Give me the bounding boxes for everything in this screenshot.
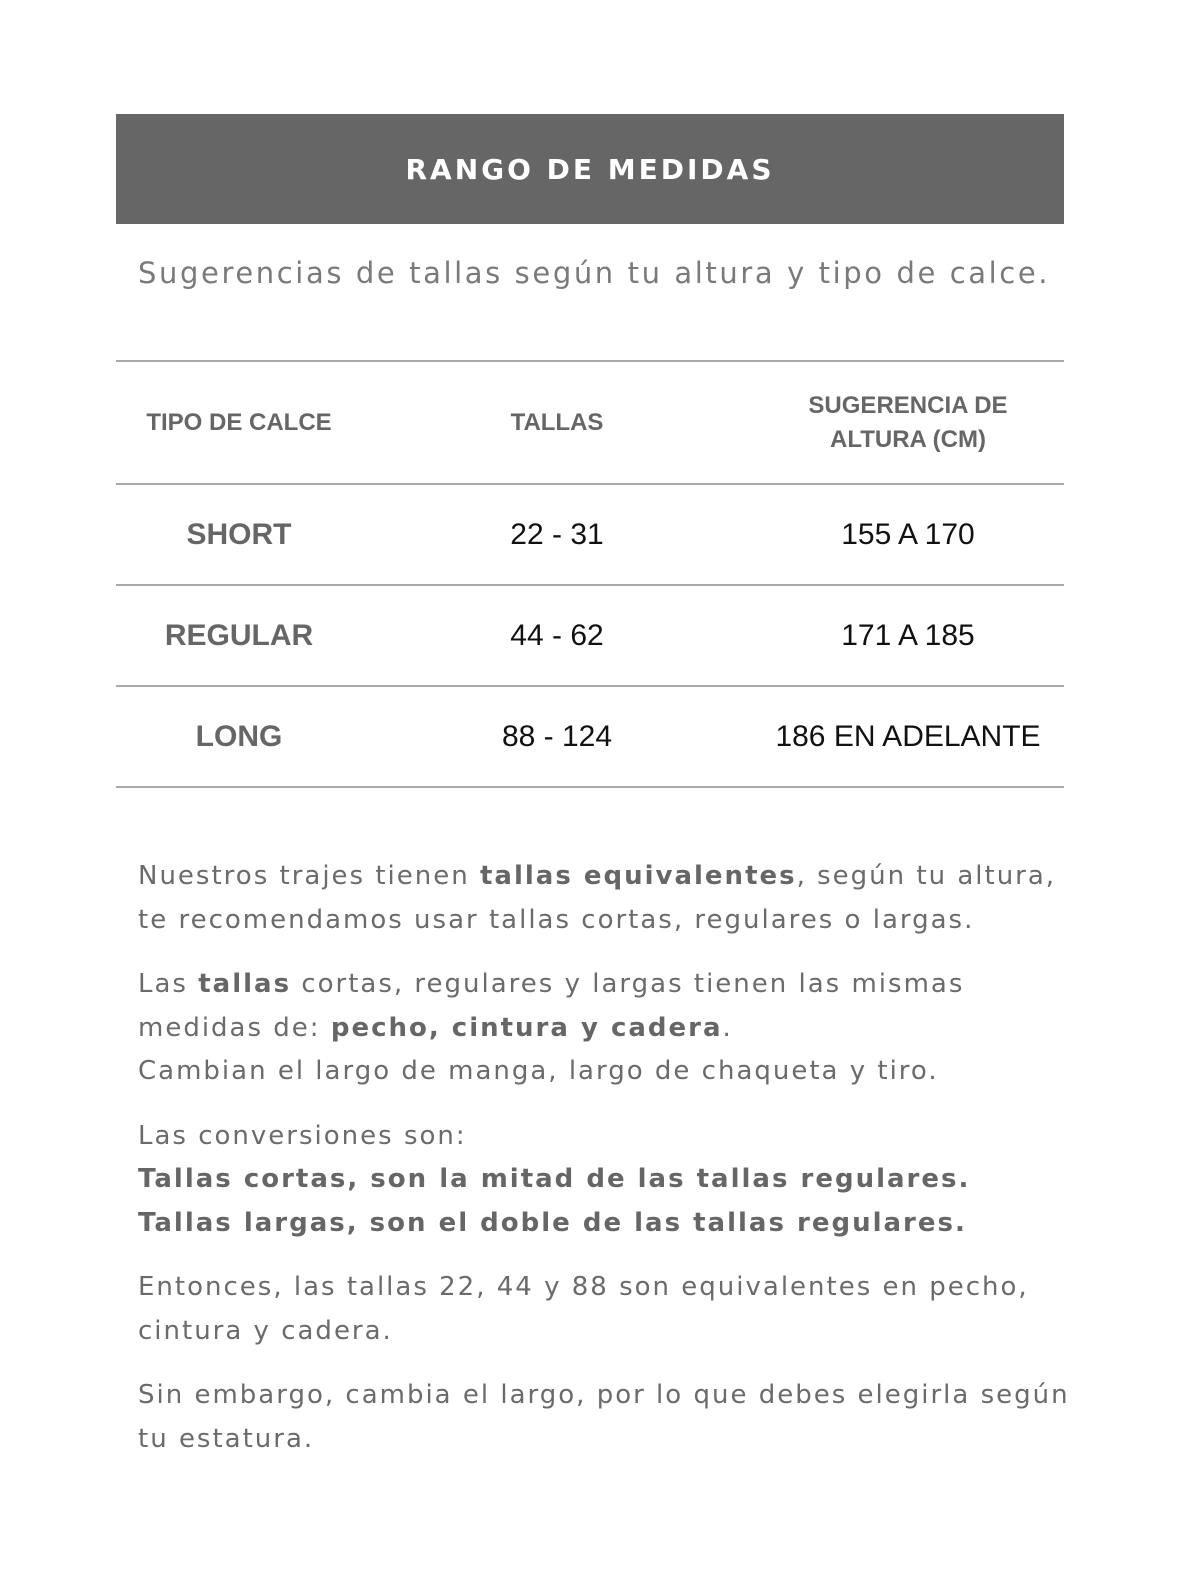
table-row xyxy=(116,484,1064,585)
text-span: Entonces, las tallas 22, 44 y 88 son equivalentes en pecho, xyxy=(138,1272,1029,1302)
table-row xyxy=(116,585,1064,686)
size-range-table xyxy=(116,360,1064,788)
paragraph-equivalent-sizes xyxy=(138,855,1078,942)
table-header-row xyxy=(116,361,1064,484)
text-span: , según tu altura, xyxy=(796,861,1057,891)
column-header-height-line2: ALTURA (CM) xyxy=(830,425,986,453)
text-span: Cambian el largo de manga, largo de chaqueta y tiro. xyxy=(138,1056,939,1086)
column-header-height-line1: SUGERENCIA DE xyxy=(808,391,1008,419)
height-cell: 186 EN ADELANTE xyxy=(775,719,1041,753)
text-span: cortas, regulares y largas tienen las mismas xyxy=(291,969,965,999)
text-span: cintura y cadera. xyxy=(138,1315,393,1346)
text-span: . xyxy=(722,1012,733,1043)
bold-text: tallas equivalentes xyxy=(479,861,797,891)
text-span: Las conversiones son: xyxy=(138,1120,467,1151)
bold-text: pecho, cintura y cadera xyxy=(330,1012,723,1043)
text-span: medidas de: xyxy=(138,1012,331,1043)
text-span: tu estatura. xyxy=(138,1423,315,1454)
paragraph-equivalence-example xyxy=(138,1266,1078,1353)
subtitle: Sugerencias de tallas según tu altura y tipo de calce. xyxy=(138,256,1051,290)
sizes-cell: 22 - 31 xyxy=(510,517,604,551)
sizes-cell: 88 - 124 xyxy=(501,719,613,753)
text-span: Nuestros trajes tienen xyxy=(138,861,480,891)
bold-text: Tallas cortas, son la mitad de las tallas regulares. xyxy=(138,1164,971,1194)
column-header-height xyxy=(752,361,1064,484)
paragraph-conversions xyxy=(138,1115,1078,1246)
sizes-cell: 44 - 62 xyxy=(510,618,604,652)
text-span: Sin embargo, cambia el largo, por lo que debes elegirla según xyxy=(138,1380,1070,1410)
bold-text: tallas xyxy=(198,969,292,999)
height-cell: 155 A 170 xyxy=(841,517,975,551)
explanation-text xyxy=(138,855,1078,1482)
bold-text: Tallas largas, son el doble de las tallas regulares. xyxy=(138,1207,967,1238)
column-header-sizes: TALLAS xyxy=(510,408,604,436)
text-span: te recomendamos usar tallas cortas, regulares o largas. xyxy=(138,904,975,935)
header-bar xyxy=(116,114,1064,224)
page-title: RANGO DE MEDIDAS xyxy=(405,152,775,186)
column-header-fit-type: TIPO DE CALCE xyxy=(146,408,332,436)
paragraph-choose-by-height xyxy=(138,1374,1078,1461)
height-cell: 171 A 185 xyxy=(841,618,975,652)
text-span: Las xyxy=(138,969,199,999)
paragraph-same-measures xyxy=(138,963,1078,1094)
fit-type-cell: SHORT xyxy=(186,517,292,551)
fit-type-cell: REGULAR xyxy=(164,618,314,652)
fit-type-cell: LONG xyxy=(195,719,283,753)
table-row xyxy=(116,686,1064,787)
